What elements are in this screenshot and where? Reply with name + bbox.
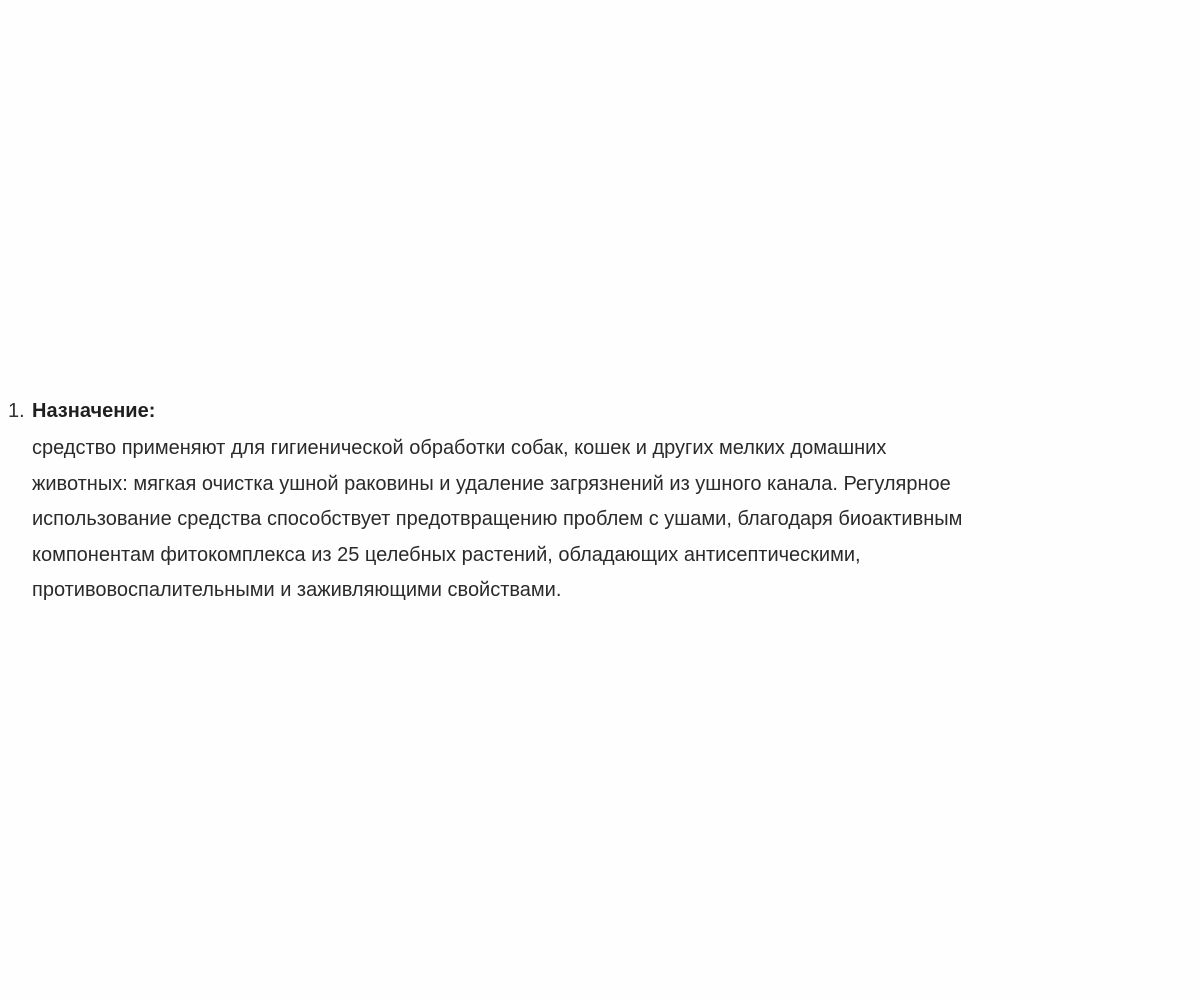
list-item-description [32, 431, 1188, 609]
list-item-header [8, 395, 1188, 427]
description-line: средство применяют для гигиенической обработки собак, кошек и других мелких домашних [32, 437, 887, 459]
list-item-number: 1. [8, 400, 25, 422]
list-item-title: Назначение: [32, 400, 156, 422]
description-line: использование средства способствует предотвращению проблем с ушами, благодаря биоактивным [32, 508, 963, 530]
numbered-list [8, 395, 1188, 609]
description-line: противовоспалительными и заживляющими свойствами. [32, 579, 562, 601]
description-line: животных: мягкая очистка ушной раковины и удаление загрязнений из ушного канала. Регулярное [32, 472, 951, 495]
list-item [8, 395, 1188, 609]
description-line: компонентам фитокомплекса из 25 целебных растений, обладающих антисептическими, [32, 543, 861, 566]
